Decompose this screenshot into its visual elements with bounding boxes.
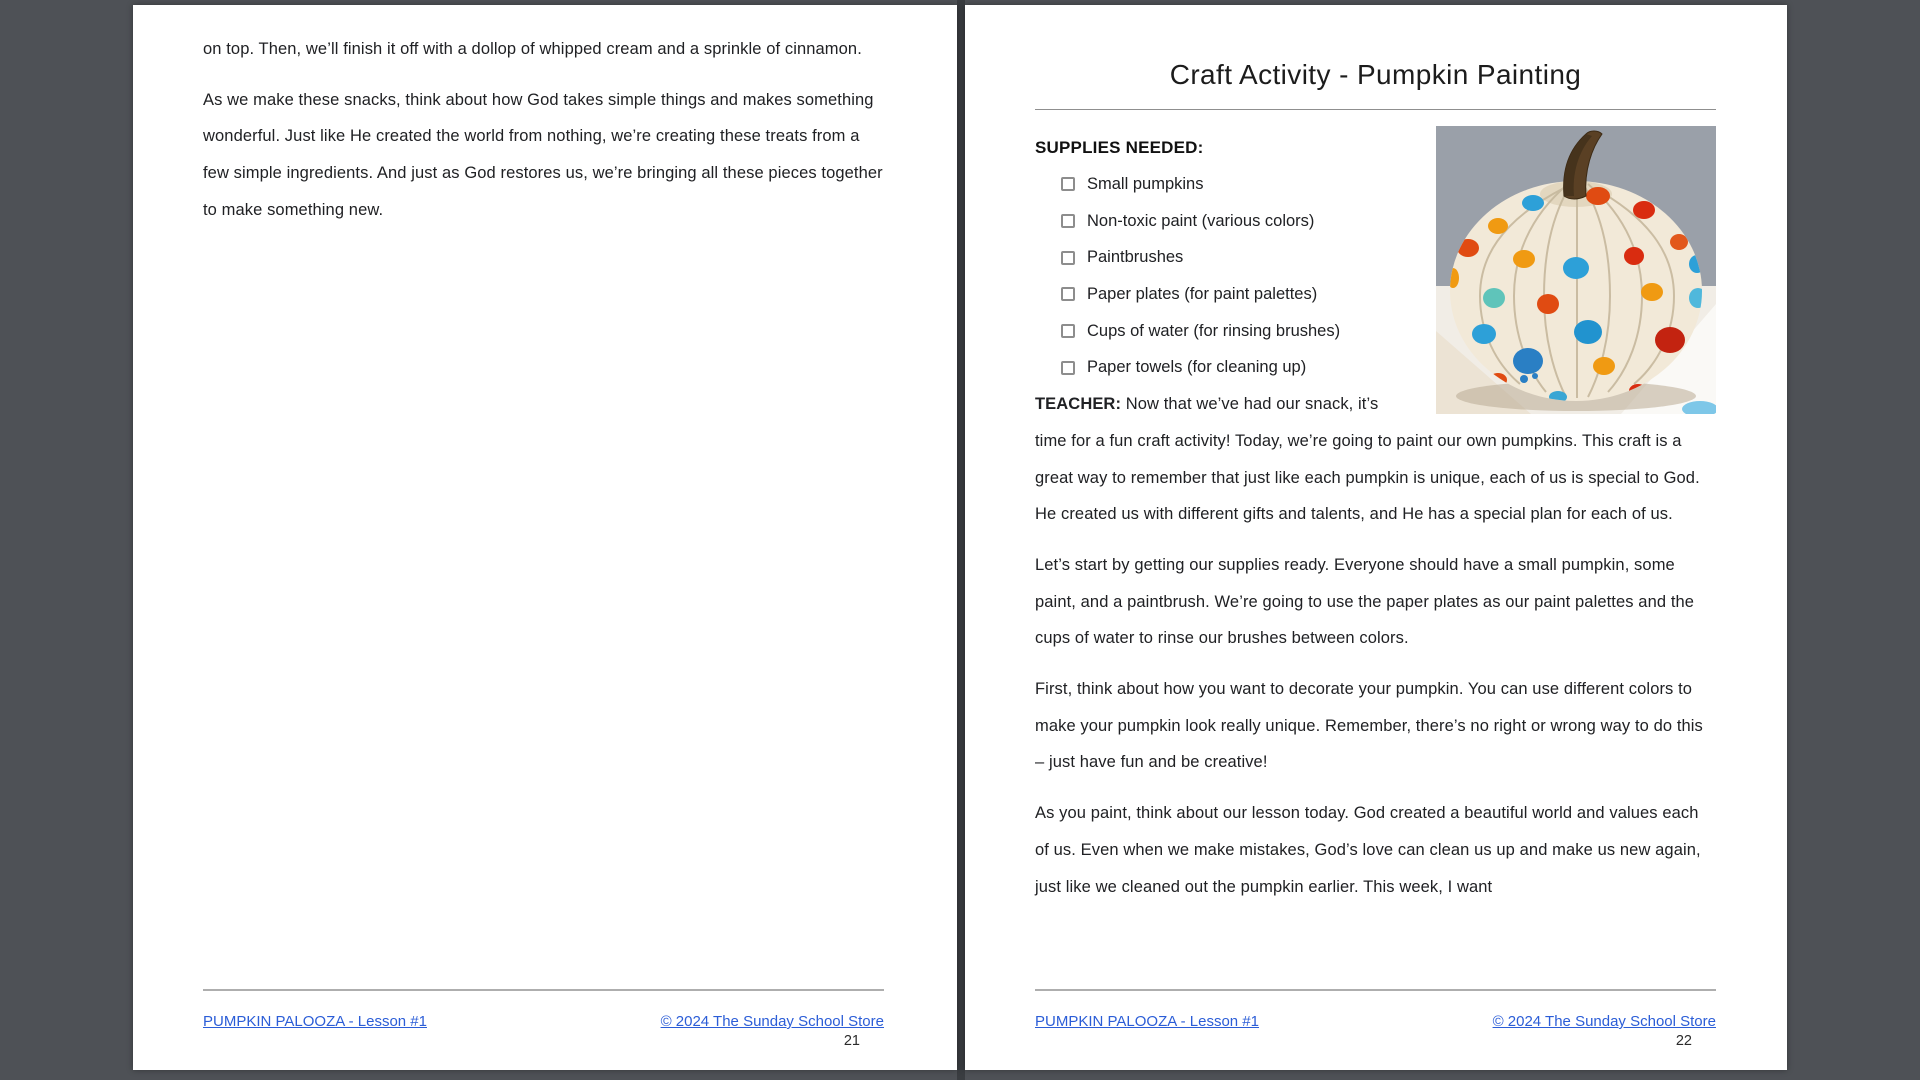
page-title: Craft Activity - Pumpkin Painting — [1169, 59, 1582, 90]
page-21 — [133, 5, 957, 1070]
copyright-link[interactable]: © 2024 The Sunday School Store — [660, 1013, 884, 1030]
checkbox-icon[interactable] — [1061, 214, 1075, 228]
checklist-item-label: Paintbrushes — [1087, 248, 1184, 267]
paragraph: Let’s start by getting our supplies ready. Everyone should have a small pumpkin, some paint, and a paintbrush. We’re going to use the paper plates as our paint palettes and the cups of water to rinse our brushes between colors. — [1035, 555, 1695, 648]
checklist-item-label: Paper towels (for cleaning up) — [1087, 358, 1307, 377]
checklist-item — [1061, 239, 1406, 276]
checklist-item-label: Paper plates (for paint palettes) — [1087, 284, 1318, 303]
checklist-item-label: Non-toxic paint (various colors) — [1087, 211, 1315, 230]
checklist-item — [1061, 349, 1406, 386]
page-22 — [965, 5, 1787, 1070]
checklist-item — [1061, 313, 1406, 350]
painted-pumpkin-photo — [1436, 126, 1716, 414]
checkbox-icon[interactable] — [1061, 251, 1075, 265]
lesson-link[interactable]: PUMPKIN PALOOZA - Lesson #1 — [1035, 1013, 1259, 1030]
paragraph: As you paint, think about our lesson today. God created a beautiful world and values each of us. Even when we make mistakes, God’s love can clean us up and make us new again, just like we cleaned out the pumpkin earlier. This week, I want — [1035, 804, 1701, 896]
paragraph: As we make these snacks, think about how God takes simple things and makes something wonderful. Just like He created the world from nothing, we’re creating these treats from a few simple ingredients. And just as God restores us, we’re bringing all these pieces together to make something new. — [203, 90, 883, 219]
title-divider — [1035, 109, 1716, 110]
teacher-text: Now that we’ve had our snack, it’s time for a fun craft activity! Today, we’re going to paint our own pumpkins. This craft is a great way to remember that just like each pumpkin is unique, each of us is special to God. He created us with different gifts and talents, and He has a special plan for each of us. — [1035, 395, 1700, 524]
page-21-content — [203, 31, 884, 243]
page-22-content — [1035, 31, 1716, 919]
page-footer — [203, 989, 884, 1049]
paragraph: First, think about how you want to decorate your pumpkin. You can use different colors to make your pumpkin look really unique. Remember, there’s no right or wrong way to do this – just have fun and be creative! — [1035, 680, 1703, 772]
checklist-item-label: Cups of water (for rinsing brushes) — [1087, 321, 1341, 340]
checkbox-icon[interactable] — [1061, 177, 1075, 191]
copyright-link[interactable]: © 2024 The Sunday School Store — [1492, 1013, 1716, 1030]
paragraph: on top. Then, we’ll finish it off with a dollop of whipped cream and a sprinkle of cinnamon. — [203, 40, 862, 58]
checklist-item — [1061, 166, 1406, 203]
checklist-item — [1061, 276, 1406, 313]
checklist-item — [1061, 203, 1406, 240]
page-number: 22 — [1675, 1033, 1692, 1049]
teacher-label: TEACHER: — [1035, 395, 1122, 414]
checkbox-icon[interactable] — [1061, 361, 1075, 375]
page-number: 21 — [843, 1033, 860, 1049]
page-gap-divider — [957, 0, 965, 1080]
checkbox-icon[interactable] — [1061, 324, 1075, 338]
supplies-heading: SUPPLIES NEEDED: — [1035, 138, 1204, 157]
checkbox-icon[interactable] — [1061, 287, 1075, 301]
checklist-item-label: Small pumpkins — [1087, 174, 1204, 193]
lesson-link[interactable]: PUMPKIN PALOOZA - Lesson #1 — [203, 1013, 427, 1030]
page-footer — [1035, 989, 1716, 1049]
